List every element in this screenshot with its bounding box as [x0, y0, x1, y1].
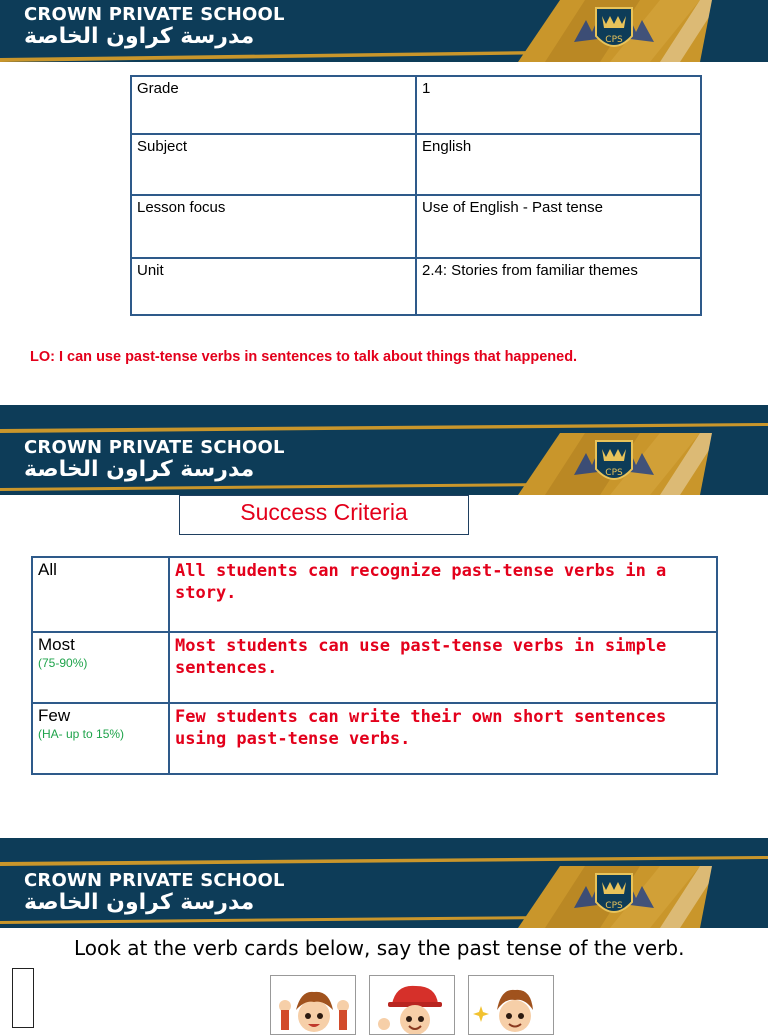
- logo-text: CPS: [605, 35, 623, 45]
- success-criteria-table: [31, 556, 718, 775]
- criteria-text: Most students can use past-tense verbs in simple sentences.: [169, 632, 717, 703]
- table-row: [131, 195, 701, 258]
- level-cell: [32, 557, 169, 632]
- side-frame: [12, 968, 34, 1028]
- school-crest-icon: [566, 435, 662, 493]
- table-row: [32, 703, 717, 774]
- level-percent: (75-90%): [38, 656, 88, 670]
- lesson-info-table: [130, 75, 702, 316]
- school-name-ar: مدرسة كراون الخاصة: [24, 457, 255, 482]
- school-crest-icon: [566, 868, 662, 926]
- table-row: [131, 258, 701, 315]
- learning-objective: LO: I can use past-tense verbs in sentences to talk about things that happened.: [30, 349, 578, 365]
- school-name-en: CROWN PRIVATE SCHOOL: [24, 870, 285, 891]
- section-divider: [0, 838, 768, 866]
- level-percent: (HA- up to 15%): [38, 727, 125, 741]
- unit-label: Unit: [131, 258, 416, 315]
- success-criteria-title: Success Criteria: [179, 495, 469, 535]
- header-banner: [0, 433, 768, 495]
- grade-label: Grade: [131, 76, 416, 134]
- logo-text: CPS: [605, 901, 623, 911]
- verb-card[interactable]: [270, 975, 356, 1035]
- table-row: [32, 632, 717, 703]
- logo-text: CPS: [605, 468, 623, 478]
- school-crest-icon: [566, 2, 662, 60]
- header-banner: [0, 0, 768, 62]
- subject-label: Subject: [131, 134, 416, 195]
- level-label: Most: [38, 635, 75, 654]
- table-row: [131, 134, 701, 195]
- table-row: [131, 76, 701, 134]
- school-name-ar: مدرسة كراون الخاصة: [24, 24, 255, 49]
- school-name-en: CROWN PRIVATE SCHOOL: [24, 437, 285, 458]
- criteria-text: Few students can write their own short sentences using past-tense verbs.: [169, 703, 717, 774]
- boy-with-cap-icon: [370, 976, 455, 1035]
- header-banner: [0, 866, 768, 928]
- criteria-text: All students can recognize past-tense verbs in a story.: [169, 557, 717, 632]
- grade-value: 1: [416, 76, 701, 134]
- lesson-focus-value: Use of English - Past tense: [416, 195, 701, 258]
- verb-card[interactable]: [468, 975, 554, 1035]
- unit-value: 2.4: Stories from familiar themes: [416, 258, 701, 315]
- boy-with-sparkles-icon: [469, 976, 554, 1035]
- level-label: Few: [38, 706, 71, 725]
- verb-card[interactable]: [369, 975, 455, 1035]
- level-cell: [32, 632, 169, 703]
- cheering-boy-icon: [271, 976, 356, 1035]
- lesson-focus-label: Lesson focus: [131, 195, 416, 258]
- table-row: [32, 557, 717, 632]
- level-cell: [32, 703, 169, 774]
- school-name-ar: مدرسة كراون الخاصة: [24, 890, 255, 915]
- subject-value: English: [416, 134, 701, 195]
- verb-task-instruction: Look at the verb cards below, say the past tense of the verb.: [74, 936, 685, 960]
- section-divider: [0, 405, 768, 433]
- school-name-en: CROWN PRIVATE SCHOOL: [24, 4, 285, 25]
- level-label: All: [38, 560, 57, 579]
